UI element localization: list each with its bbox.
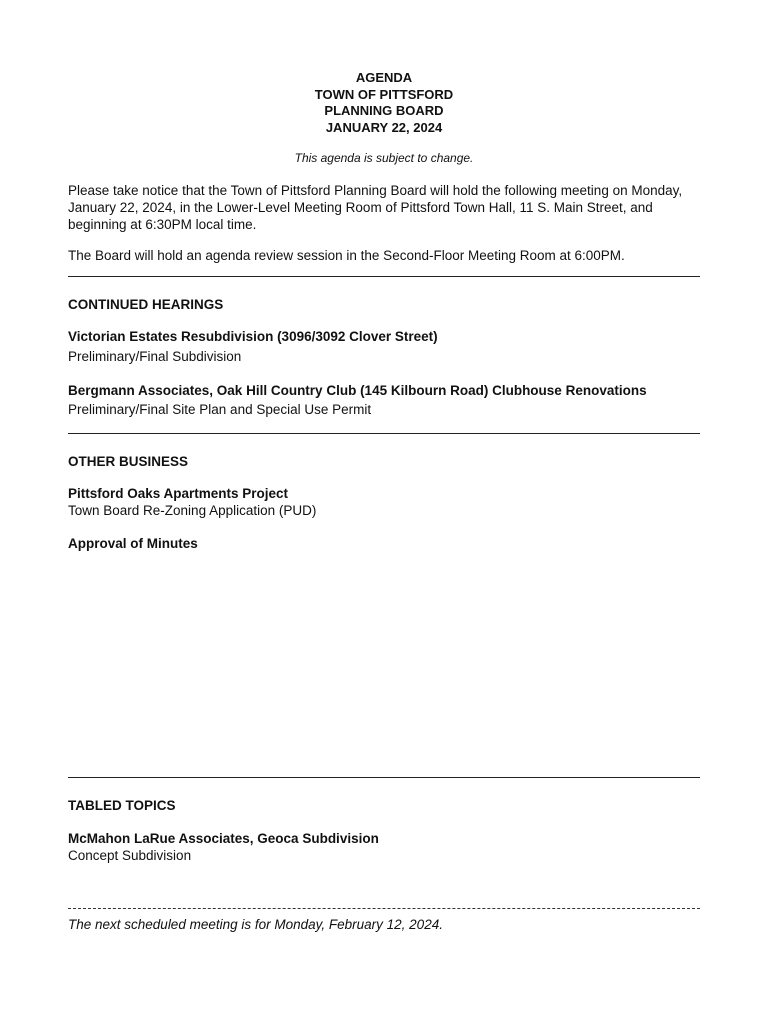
section-divider xyxy=(68,433,700,434)
item-title: McMahon LaRue Associates, Geoca Subdivision xyxy=(68,831,379,846)
list-item xyxy=(68,830,700,864)
item-subtitle: Preliminary/Final Site Plan and Special Use Permit xyxy=(68,402,372,417)
header-line-date: JANUARY 22, 2024 xyxy=(325,119,443,135)
item-subtitle: Town Board Re-Zoning Application (PUD) xyxy=(68,503,317,518)
list-item xyxy=(68,328,700,365)
item-title: Bergmann Associates, Oak Hill Country Club (145 Kilbourn Road) Clubhouse Renovations xyxy=(68,383,647,398)
notice-paragraph: Please take notice that the Town of Pittsford Planning Board will hold the following meeting on Monday, January 22, 2024, in the Lower-Level Meeting Room of Pittsford Town Hall, 11 S. Main Street, and beginning at 6:30PM local time. xyxy=(68,183,683,232)
list-item xyxy=(68,485,700,519)
review-session-paragraph: The Board will hold an agenda review session in the Second-Floor Meeting Room at 6:00PM. xyxy=(68,248,625,263)
item-subtitle: Concept Subdivision xyxy=(68,848,192,863)
agenda-header xyxy=(68,70,700,136)
subject-to-change-note: This agenda is subject to change. xyxy=(294,151,474,165)
tabled-topics-title: TABLED TOPICS xyxy=(68,798,176,813)
approval-of-minutes: Approval of Minutes xyxy=(68,536,198,551)
header-line-board: PLANNING BOARD xyxy=(324,103,444,118)
item-title: Victorian Estates Resubdivision (3096/3092 Clover Street) xyxy=(68,329,438,344)
item-title: Pittsford Oaks Apartments Project xyxy=(68,486,289,501)
section-divider xyxy=(68,276,700,277)
footer-divider xyxy=(68,908,700,909)
continued-hearings-title: CONTINUED HEARINGS xyxy=(68,297,224,312)
header-line-agenda: AGENDA xyxy=(355,70,413,85)
other-business-title: OTHER BUSINESS xyxy=(68,454,189,469)
header-line-town: TOWN OF PITTSFORD xyxy=(314,86,454,102)
section-divider xyxy=(68,777,700,778)
next-meeting-note: The next scheduled meeting is for Monday, February 12, 2024. xyxy=(68,917,443,932)
list-item xyxy=(68,382,700,418)
item-subtitle: Preliminary/Final Subdivision xyxy=(68,349,242,364)
